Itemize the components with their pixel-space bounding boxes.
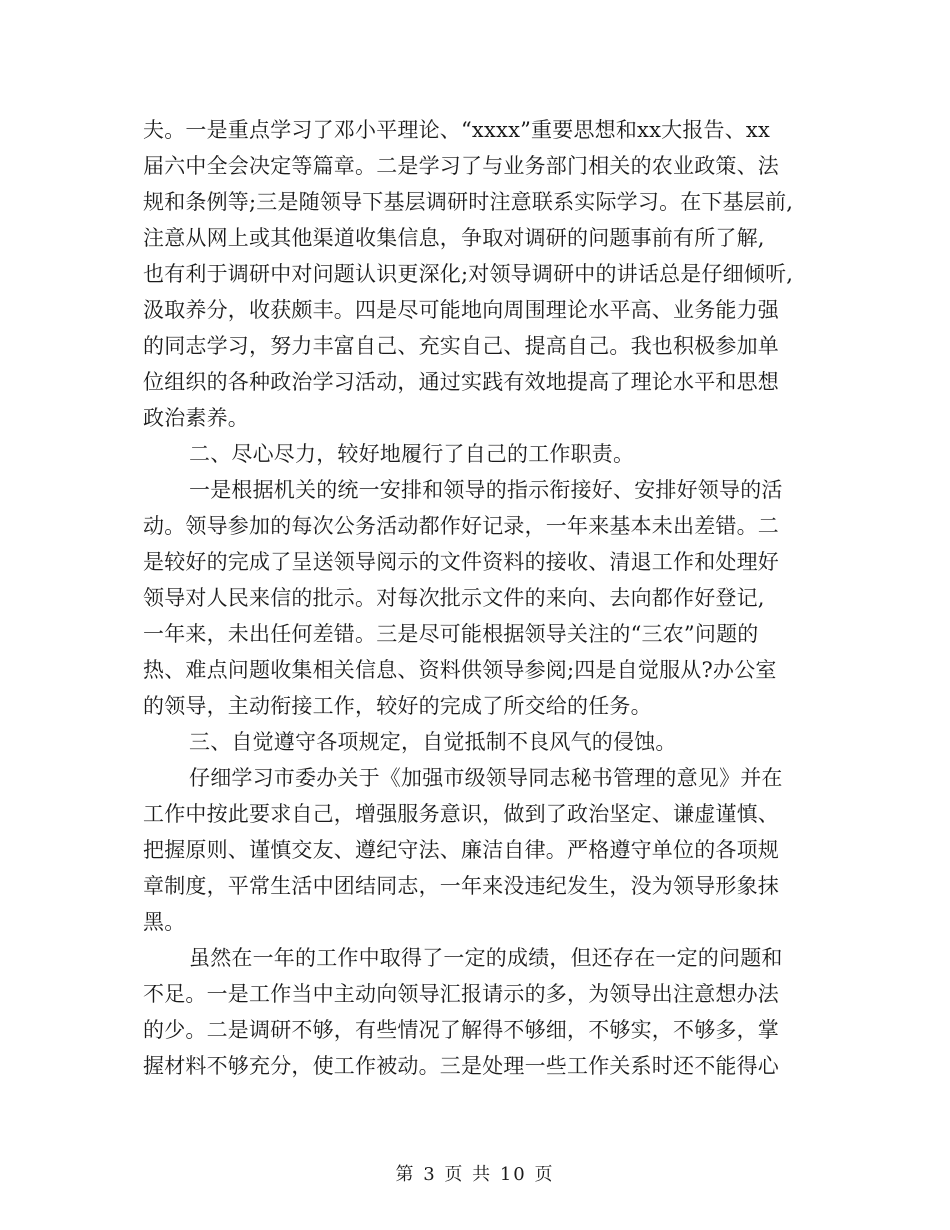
text-line: 夫。一是重点学习了邓小平理论、“xxxx”重要思想和xx大报告、xx [143,118,771,142]
text-line: 位组织的各种政治学习活动，通过实践有效地提高了理论水平和思想 [143,370,779,394]
text-line: 的领导，主动衔接工作，较好的完成了所交给的任务。 [143,694,652,718]
text-line: 注意从网上或其他渠道收集信息，争取对调研的问题事前有所了解, [143,226,765,250]
page-number: 第 3 页 共 10 页 [395,1164,555,1185]
text-line: 三、自觉遵守各项规定，自觉抵制不良风气的侵蚀。 [189,730,677,754]
text-line: 的少。二是调研不够，有些情况了解得不够细，不够实，不够多，掌 [143,1018,779,1042]
text-line: 一年来，未出任何差错。三是尽可能根据领导关注的“三农”问题的 [143,622,759,646]
text-line: 政治素养。 [143,406,249,430]
text-line: 热、难点问题收集相关信息、资料供领导参阅;四是自觉服从?办公室 [143,658,777,682]
text-line: 握材料不够充分，使工作被动。三是处理一些工作关系时还不能得心 [143,1054,779,1078]
text-line: 虽然在一年的工作中取得了一定的成绩，但还存在一定的问题和 [189,946,783,970]
text-line: 届六中全会决定等篇章。二是学习了与业务部门相关的农业政策、法 [143,154,779,178]
text-line: 不足。一是工作当中主动向领导汇报请示的多，为领导出注意想办法 [143,982,779,1006]
text-line: 汲取养分，收获颇丰。四是尽可能地向周围理论水平高、业务能力强 [143,298,779,322]
text-line: 规和条例等;三是随领导下基层调研时注意联系实际学习。在下基层前, [143,190,794,214]
text-line: 领导对人民来信的批示。对每次批示文件的来向、去向都作好登记, [143,586,765,610]
text-line: 仔细学习市委办关于《加强市级领导同志秘书管理的意见》并在 [189,766,783,790]
text-line: 也有利于调研中对问题认识更深化;对领导调研中的讲话总是仔细倾听, [143,262,794,286]
text-line: 黑。 [143,910,186,934]
text-line: 是较好的完成了呈送领导阅示的文件资料的接收、清退工作和处理好 [143,550,779,574]
text-line: 把握原则、谨慎交友、遵纪守法、廉洁自律。严格遵守单位的各项规 [143,838,779,862]
text-line: 的同志学习，努力丰富自己、充实自己、提高自己。我也积极参加单 [143,334,779,358]
text-line: 一是根据机关的统一安排和领导的指示衔接好、安排好领导的活 [189,478,783,502]
document-body [143,112,823,1084]
text-line: 二、尽心尽力，较好地履行了自己的工作职责。 [189,442,635,466]
text-line: 工作中按此要求自己，增强服务意识，做到了政治坚定、谦虚谨慎、 [143,802,779,826]
text-line: 动。领导参加的每次公务活动都作好记录，一年来基本未出差错。二 [143,514,779,538]
text-line: 章制度，平常生活中团结同志，一年来没违纪发生，没为领导形象抹 [143,874,779,898]
